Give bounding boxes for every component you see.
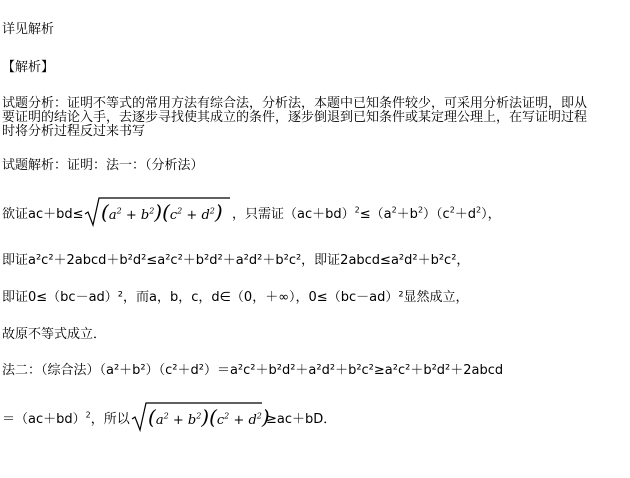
section-title: 【解析】 xyxy=(2,60,55,75)
step2: 即证a²c²＋2abcd＋b²d²≤a²c²＋b²d²＋a²d²＋b²c²，即证2abcd≤a²d²＋b²c²， xyxy=(2,253,470,268)
method2-line2-suffix: ≥ac＋bD． xyxy=(266,412,337,427)
step4: 故原不等式成立． xyxy=(2,327,107,342)
radical-expression-1: $(a^2 + b^2)(c^2 + d^2)$ xyxy=(84,196,230,228)
step1-prefix: 欲证ac＋bd≤ xyxy=(2,207,84,222)
method2: 法二：（综合法）（a²＋b²）（c²＋d²）＝a²c²＋b²d²＋a²d²＋b²c²≥a²c²＋b²d²＋2abcd xyxy=(2,363,504,378)
solution-intro: 试题解析：证明：法一：（分析法） xyxy=(2,158,204,173)
analysis-line-2: 要证明的结论入手，去逐步寻找使其成立的条件，逐步倒退到已知条件或某定理公理上，在写证明过程 xyxy=(2,110,588,125)
analysis-line-1: 试题分析：证明不等式的常用方法有综合法，分析法，本题中已知条件较少，可采用分析法证明，即从 xyxy=(2,96,588,111)
step3: 即证0≤（bc－ad）²，而a，b，c，d∈（0，＋∞），0≤（bc－ad）²显然成立， xyxy=(2,290,469,305)
method2-line2-prefix: $=(ac+bd)^2$，所以 xyxy=(2,410,130,427)
answer-header: 详见解析 xyxy=(2,22,55,37)
analysis-line-3: 时将分析过程反过来书写 xyxy=(2,124,146,139)
step1-suffix: ，只需证$(ac+bd)^2\le(a^2+b^2)(c^2+d^2)$， xyxy=(232,205,501,222)
radical-expression-2: $(a^2 + b^2)(c^2 + d^2)$ xyxy=(131,401,262,433)
